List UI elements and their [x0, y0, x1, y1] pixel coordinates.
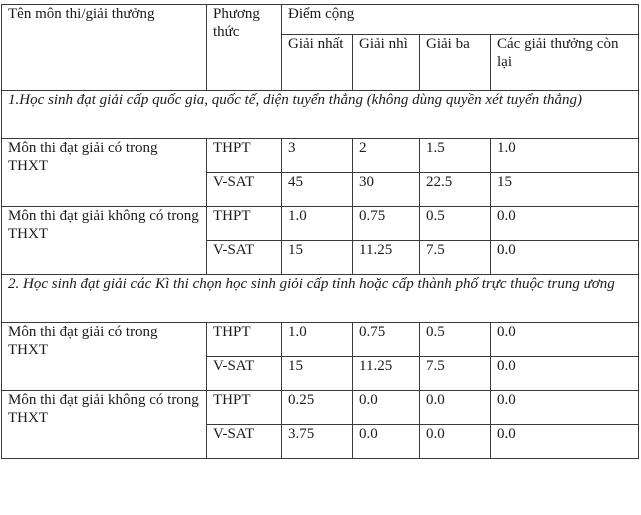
method-cell: V-SAT [207, 173, 282, 207]
value-cell: 1.0 [282, 207, 353, 241]
value-cell: 0.0 [491, 241, 639, 275]
bonus-score-table [1, 4, 639, 459]
method-cell: THPT [207, 139, 282, 173]
value-cell: 0.25 [282, 391, 353, 425]
value-cell: 0.0 [491, 357, 639, 391]
value-cell: 0.75 [353, 323, 420, 357]
method-cell: THPT [207, 323, 282, 357]
value-cell: 0.5 [420, 207, 491, 241]
subject-cell: Môn thi đạt giải không có trong THXT [2, 207, 207, 275]
value-cell: 0.0 [491, 425, 639, 459]
header-bonus: Điểm cộng [282, 5, 639, 35]
section-title: 1.Học sinh đạt giải cấp quốc gia, quốc tế, diện tuyển thẳng (không dùng quyền xét tuyển thẳng) [2, 91, 639, 139]
value-cell: 45 [282, 173, 353, 207]
value-cell: 0.0 [353, 391, 420, 425]
section-title: 2. Học sinh đạt giải các Kì thi chọn học sinh giỏi cấp tỉnh hoặc cấp thành phố trực thuộc trung ương [2, 275, 639, 323]
value-cell: 0.0 [491, 207, 639, 241]
value-cell: 30 [353, 173, 420, 207]
header-method: Phương thức [207, 5, 282, 91]
subject-cell: Môn thi đạt giải không có trong THXT [2, 391, 207, 459]
value-cell: 15 [491, 173, 639, 207]
value-cell: 0.0 [491, 391, 639, 425]
value-cell: 0.0 [420, 391, 491, 425]
value-cell: 7.5 [420, 357, 491, 391]
value-cell: 0.0 [420, 425, 491, 459]
method-cell: THPT [207, 207, 282, 241]
value-cell: 0.75 [353, 207, 420, 241]
method-cell: THPT [207, 391, 282, 425]
method-cell: V-SAT [207, 425, 282, 459]
value-cell: 0.5 [420, 323, 491, 357]
header-subject: Tên môn thi/giải thưởng [2, 5, 207, 91]
value-cell: 1.5 [420, 139, 491, 173]
method-cell: V-SAT [207, 357, 282, 391]
header-award-second: Giải nhì [353, 35, 420, 91]
value-cell: 3 [282, 139, 353, 173]
header-award-third: Giải ba [420, 35, 491, 91]
value-cell: 11.25 [353, 357, 420, 391]
value-cell: 1.0 [491, 139, 639, 173]
value-cell: 0.0 [353, 425, 420, 459]
value-cell: 0.0 [491, 323, 639, 357]
value-cell: 11.25 [353, 241, 420, 275]
header-award-other: Các giải thưởng còn lại [491, 35, 639, 91]
value-cell: 1.0 [282, 323, 353, 357]
subject-cell: Môn thi đạt giải có trong THXT [2, 139, 207, 207]
value-cell: 22.5 [420, 173, 491, 207]
value-cell: 15 [282, 241, 353, 275]
method-cell: V-SAT [207, 241, 282, 275]
value-cell: 2 [353, 139, 420, 173]
value-cell: 3.75 [282, 425, 353, 459]
subject-cell: Môn thi đạt giải có trong THXT [2, 323, 207, 391]
value-cell: 15 [282, 357, 353, 391]
header-award-first: Giải nhất [282, 35, 353, 91]
value-cell: 7.5 [420, 241, 491, 275]
